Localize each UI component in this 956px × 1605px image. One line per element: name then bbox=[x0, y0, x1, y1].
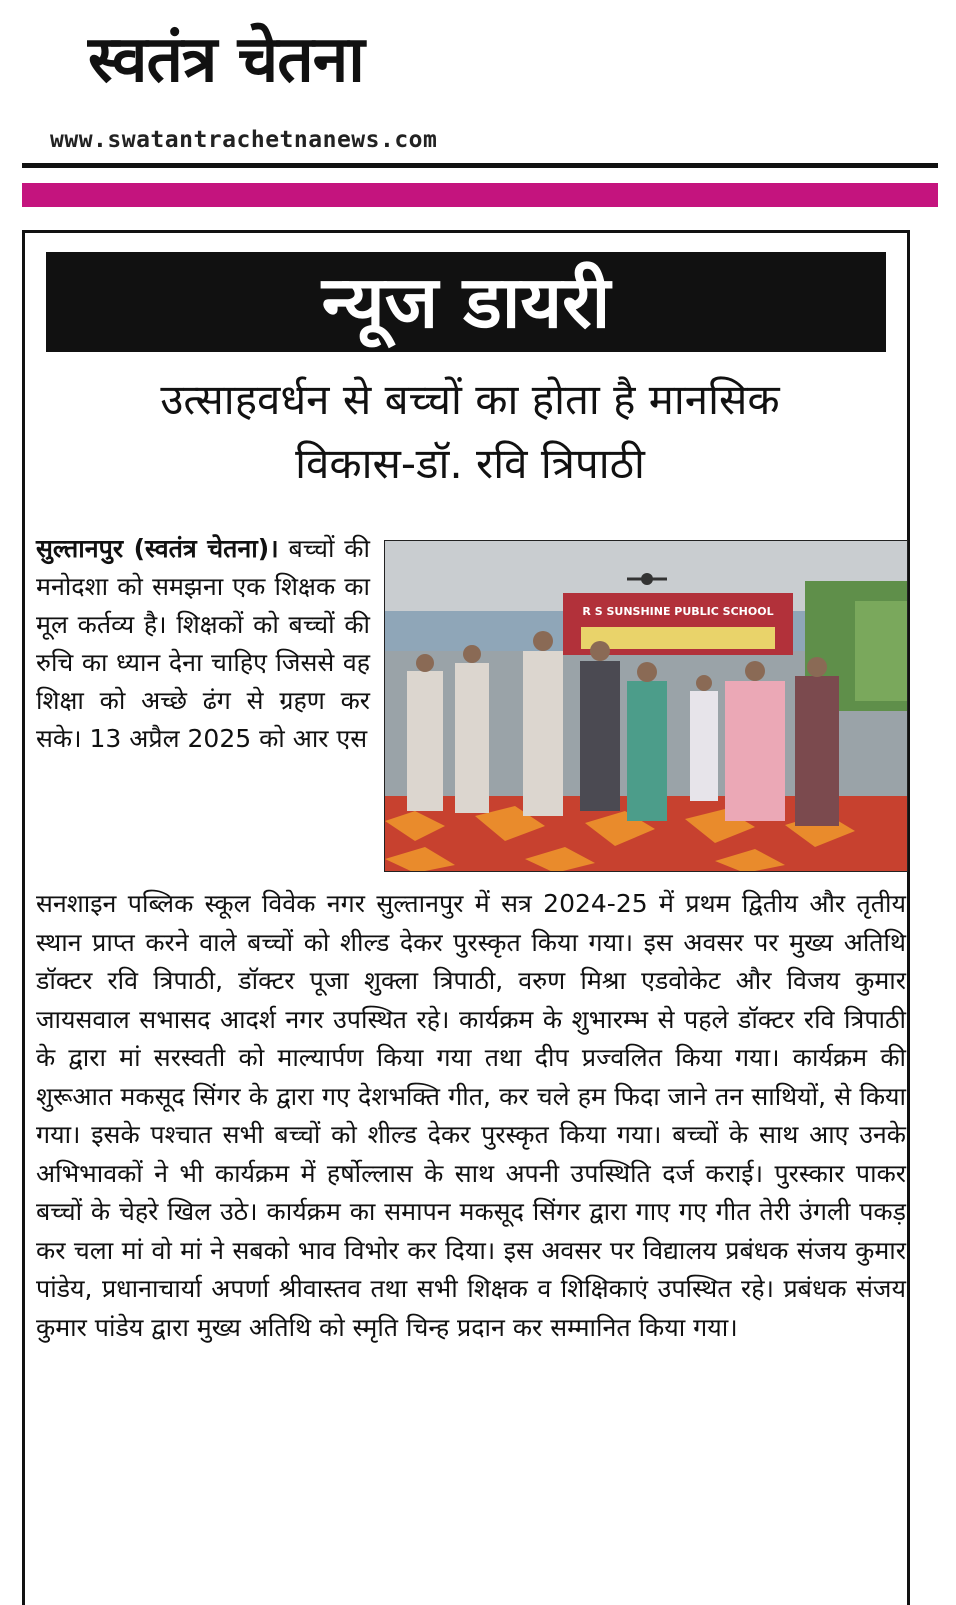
masthead-url[interactable]: www.swatantrachetnanews.com bbox=[50, 127, 438, 153]
article-dateline: सुल्तानपुर (स्वतंत्र चेतना)। bbox=[36, 534, 279, 563]
masthead-rule bbox=[22, 163, 938, 168]
article-lead bbox=[36, 530, 370, 758]
section-banner: न्यूज डायरी bbox=[46, 252, 886, 352]
headline-line-1: उत्साहवर्धन से बच्चों का होता है मानसिक bbox=[160, 375, 780, 424]
event-photo bbox=[384, 540, 908, 872]
article-body: सनशाइन पब्लिक स्कूल विवेक नगर सुल्तानपुर में सत्र 2024-25 में प्रथम द्वितीय और तृतीय स्थान प्राप्त करने वाले बच्चों को शील्ड देकर पुरस्कृत किया गया। इस अवसर पर मुख्य अतिथि डॉक्टर रवि त्रिपाठी, डॉक्टर पूजा शुक्ला त्रिपाठी, वरुण मिश्रा एडवोकेट और विजय कुमार जायसवाल सभासद आदर्श नगर उपस्थित रहे। कार्यक्रम के शुभारम्भ से पहले डॉक्टर रवि त्रिपाठी के द्वारा मां सरस्वती को माल्यार्पण किया गया तथा दीप प्रज्वलित किया गया। कार्यक्रम की शुरूआत मकसूद सिंगर के द्वारा गए देशभक्ति गीत, कर चले हम फिदा जाने तन साथियों, से किया गया। इसके पश्चात सभी बच्चों को शील्ड देकर पुरस्कृत किया गया। बच्चों के साथ आए उनके अभिभावकों ने भी कार्यक्रम में हर्षोल्लास के साथ अपनी उपस्थिति दर्ज कराई। पुरस्कार पाकर बच्चों के चेहरे खिल उठे। कार्यक्रम का समापन मकसूद सिंगर द्वारा गाए गए गीत तेरी उंगली पकड़ कर चला मां वो मां ने सबको भाव विभोर कर दिया। इस अवसर पर विद्यालय प्रबंधक संजय कुमार पांडेय, प्रधानाचार्या अपर्णा श्रीवास्तव तथा सभी शिक्षक व शिक्षिकाएं उपस्थित रहे। प्रबंधक संजय कुमार पांडेय द्वारा मुख्य अतिथि को स्मृति चिन्ह प्रदान कर सम्मानित किया गया। bbox=[36, 889, 906, 1342]
masthead-accent-rule bbox=[22, 183, 938, 207]
photo-banner-text: R S SUNSHINE PUBLIC SCHOOL bbox=[582, 605, 774, 618]
masthead-title: स्वतंत्र चेतना bbox=[88, 23, 364, 97]
article-headline bbox=[40, 368, 900, 496]
event-photo-icon bbox=[385, 541, 908, 872]
headline-line-2: विकास-डॉ. रवि त्रिपाठी bbox=[295, 439, 645, 488]
article-lead-text: बच्चों की मनोदशा को समझना एक शिक्षक का मूल कर्तव्य है। शिक्षकों को बच्चों की रुचि का ध्यान देना चाहिए जिससे वह शिक्षा को अच्छे ढंग से ग्रहण कर सके। 13 अप्रैल 2025 को आर एस bbox=[36, 534, 370, 753]
